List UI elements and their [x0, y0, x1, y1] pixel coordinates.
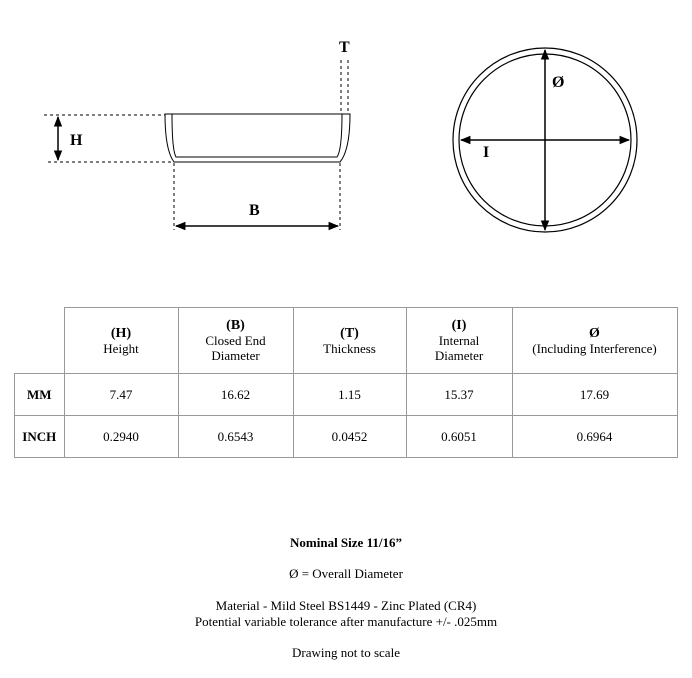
header-name-2: Diameter	[434, 348, 484, 363]
value-cell: 15.37	[406, 374, 512, 416]
top-view	[453, 48, 637, 232]
technical-drawing	[0, 0, 692, 300]
header-overall	[512, 308, 677, 374]
header-name: Closed End	[205, 333, 266, 348]
value-cell: 0.6051	[406, 416, 512, 458]
header-symbol: (T)	[340, 325, 359, 341]
material-note: Material - Mild Steel BS1449 - Zinc Plated (CR4)	[215, 598, 477, 613]
side-view	[44, 60, 350, 230]
label-internal-diameter: I	[483, 144, 490, 161]
header-name: Height	[103, 340, 139, 356]
label-overall-diameter: Ø	[552, 74, 565, 91]
header-closed-end	[178, 308, 293, 374]
header-symbol: (B)	[226, 318, 245, 333]
overall-diameter-note: Ø = Overall Diameter	[289, 566, 403, 581]
table-row-inch	[15, 416, 678, 458]
unit-cell: INCH	[15, 416, 65, 458]
value-cell: 0.6964	[512, 416, 677, 458]
scale-note: Drawing not to scale	[292, 645, 400, 660]
tolerance-note: Potential variable tolerance after manufacture +/- .025mm	[194, 614, 498, 629]
header-name-2: Diameter	[211, 348, 260, 363]
value-cell: 0.2940	[64, 416, 178, 458]
value-cell: 7.47	[64, 374, 178, 416]
value-cell: 0.0452	[293, 416, 406, 458]
cup-outer	[165, 114, 350, 162]
header-symbol: (I)	[451, 318, 467, 333]
value-cell: 17.69	[512, 374, 677, 416]
label-h: H	[70, 132, 83, 149]
cup-inner	[172, 114, 342, 157]
header-height	[64, 308, 178, 374]
unit-cell: MM	[15, 374, 65, 416]
dimensions-table	[14, 307, 678, 458]
header-name: (Including Interference)	[532, 340, 657, 356]
header-name: Internal	[438, 333, 480, 348]
table-header-row	[15, 308, 678, 374]
header-name: Thickness	[323, 340, 376, 356]
header-symbol: (H)	[110, 325, 132, 341]
table-row-mm	[15, 374, 678, 416]
corner-cell	[15, 308, 65, 374]
value-cell: 1.15	[293, 374, 406, 416]
value-cell: 16.62	[178, 374, 293, 416]
label-b: B	[249, 202, 260, 219]
nominal-size: Nominal Size 11/16”	[290, 535, 402, 550]
header-thickness	[293, 308, 406, 374]
header-symbol: Ø	[589, 325, 600, 341]
header-internal	[406, 308, 512, 374]
value-cell: 0.6543	[178, 416, 293, 458]
label-t: T	[339, 39, 350, 56]
